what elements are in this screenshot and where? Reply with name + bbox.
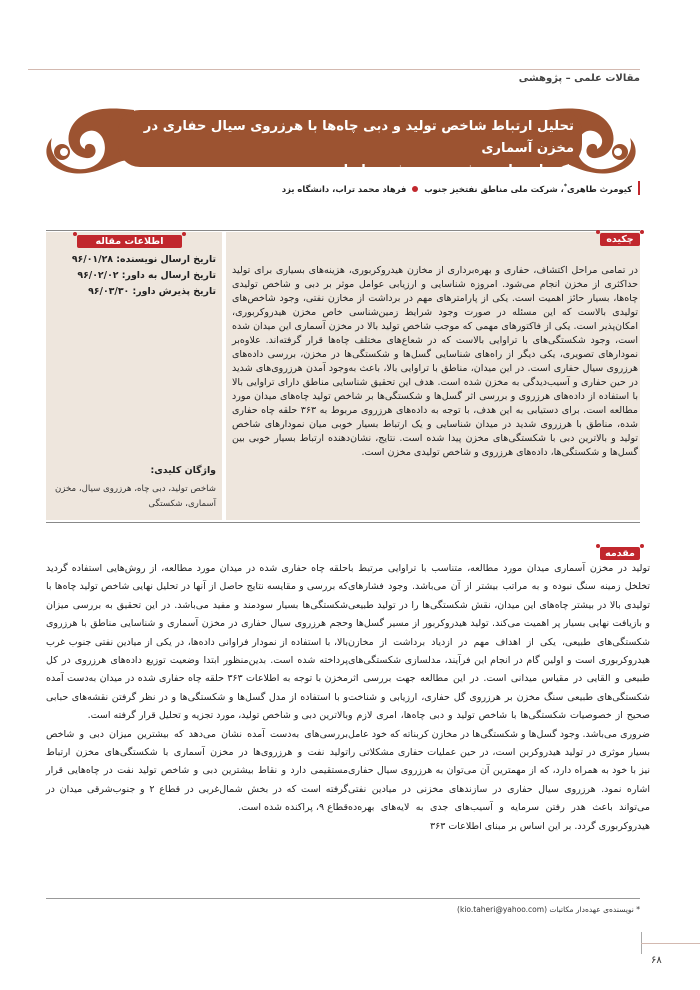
abstract-text: در تمامی مراحل اکتشاف، حفاری و بهره‌برداری از مخازن هیدروکربوری، هزینه‌های بسیاری برای تولید حداکثری از مخزن انجام می‌شود. امروزه شناسایی و ارزیابی عوامل موثر بر دبی و شاخص تولیدی چاه‌ها، بسیار حائز اهمیت است. یکی از پارامترهای مهم در برداشت از مخازن نفتی، وجود شاخص‌های تولیدی بالاست که این مسئله در صورت وجود شرایط زمین‌شناسی خاص مخزن هیدروکربوری، امکان‌پذیر است. یکی از فاکتورهای مهمی که موجب شاخص تولید بالا در مخزن آسماری این میدان شده است، وجود شکستگی‌های با تراوایی بالاست که در شعاع‌های مختلف چاه‌ها قرار گرفته‌اند. علاوه‌بر نمودارهای تصویری، یکی دیگر از راه‌های شناسایی گسل‌ها و شکستگی‌ها در مخزن، بررسی داده‌های هرزروی سیال حفاری است. در این میدان، مناطق با تراوایی بالا، باعث به‌وجود آمدن هرزروی‌های شدید در حین حفاری و آسیب‌دیدگی به مخزن شده است. هدف این تحقیق شناسایی مناطق دارای تراوایی بالا با استفاده از داده‌های هرزروی و بررسی اثر گسل‌ها و شکستگی‌ها بر شاخص تولید چاه‌های میدان مورد مطالعه است. برای دستیابی به این هدف، با توجه به داده‌های هرزروی مربوط به ۳۶۳ حلقه چاه حفاری شده، مناطق با هرزروی شدید در میدان شناسایی و یک ارتباط بسیار خوبی میان نمودارهای شاخص تولید و بالاترین دبی با شکستگی‌های مخزن پیدا شده است. نتایج، نشان‌دهنده ارتباط بسیار خوبی بین گسل‌ها و شکستگی‌ها، داده‌های هرزروی و شاخص تولیدی مخزن است. — [232, 265, 638, 458]
body-column-right — [348, 560, 650, 836]
abstract-label: چکیده — [600, 233, 640, 246]
section-label: مقالات علمی – پژوهشی — [518, 73, 640, 84]
article-title — [124, 116, 574, 182]
date-accepted: تاریخ پذیرش داور: ۹۶/۰۳/۳۰ — [88, 286, 216, 297]
authors-line — [282, 181, 640, 195]
keywords-label: واژگان کلیدی: — [150, 465, 216, 476]
date-submitted: تاریخ ارسال نویسنده: ۹۶/۰۱/۲۸ — [71, 254, 216, 265]
corresponding-mark: * — [563, 183, 567, 190]
introduction-label: مقدمه — [600, 547, 640, 560]
article-dates — [50, 252, 216, 300]
footnote: * نویسنده‌ی عهده‌دار مکاتبات (kio.taheri@yahoo.com) — [457, 905, 640, 914]
article-info-label: اطلاعات مقاله — [77, 235, 182, 248]
title-banner — [118, 110, 582, 178]
author-1: کیومرث طاهری — [567, 183, 632, 194]
date-to-reviewer: تاریخ ارسال به داور: ۹۶/۰۲/۰۲ — [77, 270, 216, 281]
author-1-affiliation: ، شرکت ملی مناطق نفتخیز جنوب — [424, 183, 564, 194]
abstract-top-rule — [46, 230, 640, 231]
keywords: شاخص تولید، دبی چاه، هرزروی سیال، مخزن آسماری، شکستگی — [54, 484, 216, 509]
author-2: فرهاد محمد تراب، دانشگاه یزد — [281, 183, 407, 194]
page-rule — [641, 943, 700, 944]
intro-paragraph-2: حلقه چاه حفاری شده در میدان مورد مطالعه، از روش‌هایی استفاده گردید که بررسی و مقایسه نتایج حاصل از آنها در تحلیل نهایی شاخص تولید چاه‌ها با شکستگی‌ها بسیار سودمند و مفید می‌باشد. در این تحقیق به بررسی میزان حجم هرزروی سیال حفاری در مخزن آسماری و شناسایی مناطق با هرزروی بالا، با استفاده از نمودار فراوانی داده‌ها، در یکی از میادین نفتی جنوب غرب پرداخته شده است. بدین‌منظور ابتدا وضعیت توزیع داده‌های هرزروی در کل مخزن با توجه به اطلاعات ۳۶۳ حلقه چاه حفاری شده در میدان به‌دست آمده و با استفاده از مدل گسل‌ها و شکستگی‌ها و در نظر گرفتن نقشه‌های حبابی بالاترین دبی و شاخص تولید، مورد تجزیه و تحلیل قرار گرفته است. — [46, 563, 348, 722]
title-line-2: یکی از میادین نفتی جنوب‌غربی ایران — [332, 163, 574, 178]
page-number: ۶۸ — [651, 955, 662, 966]
intro-paragraph-3: بررسی‌های به‌دست آمده نشان می‌دهد که بیشترین میزان دبی و شاخص تولید نفت و هرزروی‌ها در مخزن آسماری با شکستگی‌های مخزن ارتباط مستقیمی دارد و نقاط بیشترین دبی و شاخص تولید نفت در چاه‌هایی قرار گرفته است که در بخش شمال‌غربی در قطاع ۲ و جنوب‌شرقی میدان در قطاع ۹، پراکنده شده است. — [46, 728, 348, 814]
footnote-rule — [46, 898, 640, 899]
separator-dot-icon — [412, 186, 418, 192]
intro-paragraph-1: تولید در مخزن آسماری میدان مورد مطالعه، متناسب با تراوایی مرتبط با تخلخل زمینه سنگ نبوده و به مراتب بیشتر از آن می‌باشد. وجود فشارهای تولیدی بالا در بیشتر چاه‌های این میدان، نقش شکستگی‌ها را در تولید طبیعی و بازیافت نهایی بسیار پر اهمیت می‌کند. تولید هیدروکربور از مسیر گسل‌ها و شکستگی‌های طبیعی، یکی از اهداف مهم در ازدیاد برداشت از مخازن هیدروکربوری است و اولین گام در انجام این فرآیند، مدلسازی شکستگی‌های طبیعی و القایی در مقیاس میدانی است. در این مطالعه جهت بررسی اثر شکستگی‌های طبیعی سنگ مخزن بر هرزروی گل حفاری، ارزیابی و شناخت صحیح از خصوصیات شکستگی‌ها با شاخص تولید و دبی چاه‌ها، امری لازم و ضروری می‌باشد. وجود گسل‌ها و شکستگی‌ها در مخازن کربناته که خود عامل بسیار موثری در تولید هیدروکربن است، در حین عملیات حفاری مشکلاتی را نیز با خود به همراه دارد، که از مهمترین آن می‌توان به هرزروی سیال حفاری اشاره نمود. هرزروی سیال حفاری در سازندهای مخزنی در میادین نفتی می‌تواند باعث هدر رفتن سرمایه و آسیب‌های جدی به لایه‌های بهره‌ده هیدروکربوری گردد. بر این اساس بر مبنای اطلاعات ۳۶۳ — [348, 563, 650, 832]
body-column-left — [46, 560, 348, 818]
title-line-1: تحلیل ارتباط شاخص تولید و دبی چاه‌ها با هرزروی سیال حفاری در مخزن آسماری — [143, 119, 574, 156]
abstract-bottom-rule — [46, 522, 640, 523]
header-rule — [28, 69, 640, 70]
